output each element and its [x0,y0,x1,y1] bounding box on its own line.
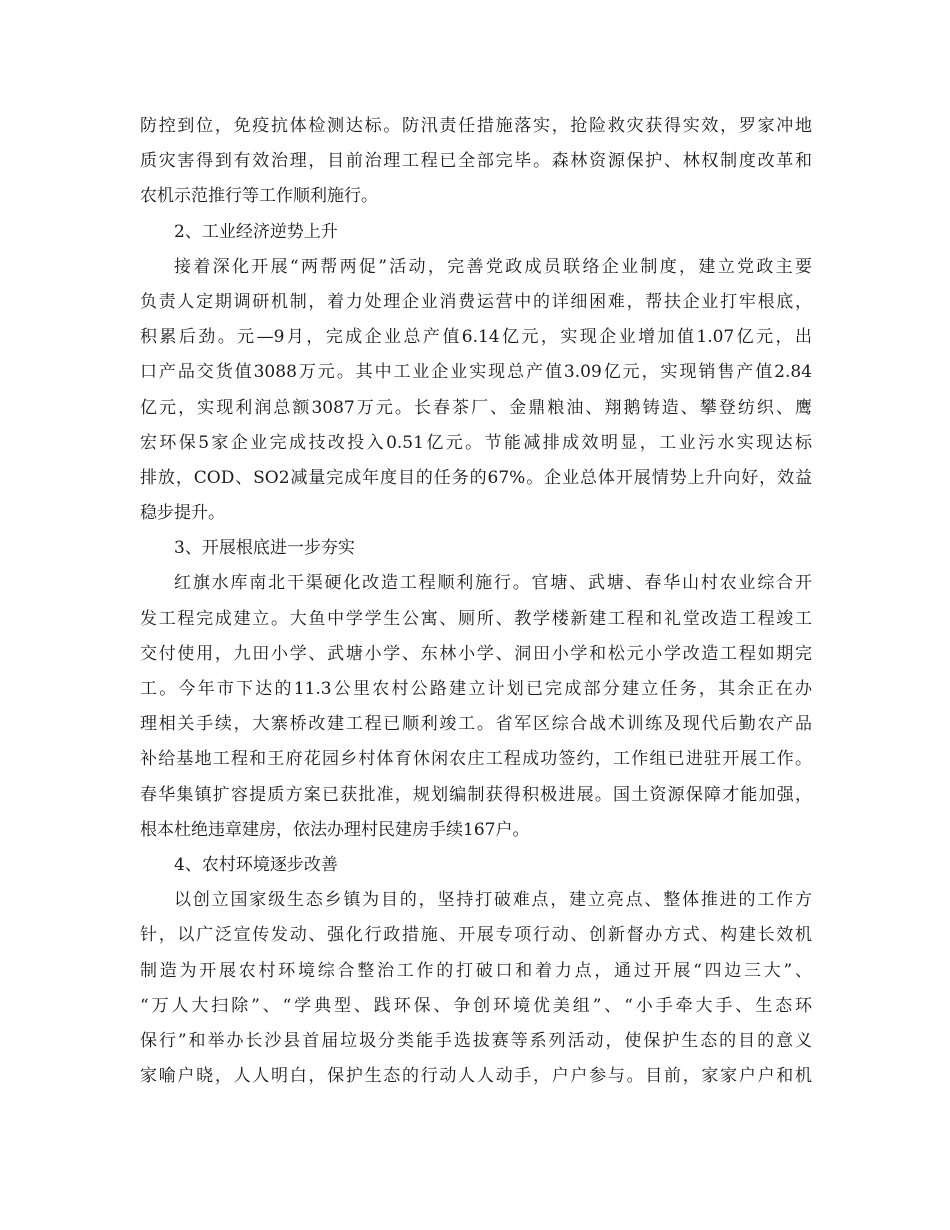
paragraph-line: 春华集镇扩容提质方案已获批准，规划编制获得积极进展。国土资源保障才能加强， [140,784,812,805]
paragraph-line: 积累后劲。元—9月，完成企业总产值6.14亿元，实现企业增加值1.07亿元，出 [140,327,812,348]
paragraph-line: 补给基地工程和王府花园乡村体育休闲农庄工程成功签约，工作组已进驻开展工作。 [140,749,812,770]
paragraph-last-line: 农机示范推行等工作顺利施行。 [140,186,378,207]
paragraph-line: 制造为开展农村环境综合整治工作的打破口和着力点，通过开展“四边三大”、 [140,960,812,981]
paragraph-line: 家喻户晓，人人明白，保护生态的行动人人动手，户户参与。目前，家家户户和机 [140,1066,812,1087]
paragraph-line: 交付使用，九田小学、武塘小学、东林小学、洞田小学和松元小学改造工程如期完 [140,643,812,664]
paragraph-line: 针，以广泛宣传发动、强化行政措施、开展专项行动、创新督办方式、构建长效机 [140,925,812,946]
paragraph-line: 口产品交货值3088万元。其中工业企业实现总产值3.09亿元，实现销售产值2.84 [140,362,812,383]
paragraph-line: 保行”和举办长沙县首届垃圾分类能手选拔赛等系列活动，使保护生态的目的意义 [140,1030,812,1051]
section-heading: 3、开展根底进一步夯实 [174,538,355,559]
paragraph-line: 工。今年市下达的11.3公里农村公路建立计划已完成部分建立任务，其余正在办 [140,679,812,699]
document-body [140,109,812,1094]
paragraph-line: 理相关手续，大寨桥改建工程已顺利竣工。省军区综合战术训练及现代后勤农产品 [140,714,812,735]
paragraph-line: 亿元，实现利润总额3087万元。长春茶厂、金鼎粮油、翔鹅铸造、攀登纺织、鹰 [140,397,812,418]
paragraph-line: 发工程完成建立。大鱼中学学生公寓、厕所、教学楼新建工程和礼堂改造工程竣工 [140,608,812,629]
paragraph-line: “万人大扫除”、“学典型、践环保、争创环境优美组”、“小手牵大手、生态环 [140,995,813,1016]
paragraph-first-line: 接着深化开展“两帮两促”活动，完善党政成员联络企业制度，建立党政主要 [174,256,812,277]
paragraph-first-line: 以创立国家级生态乡镇为目的，坚持打破难点，建立亮点、整体推进的工作方 [174,890,812,911]
paragraph-line: 质灾害得到有效治理，目前治理工程已全部完毕。森林资源保护、林权制度改革和 [140,151,812,172]
paragraph-line: 负责人定期调研机制，着力处理企业消费运营中的详细困难，帮扶企业打牢根底， [140,291,812,312]
paragraph-line: 宏环保5家企业完成技改投入0.51亿元。节能减排成效明显，工业污水实现达标 [140,432,812,453]
paragraph-last-line: 根本杜绝违章建房，依法办理村民建房手续167户。 [140,819,530,840]
paragraph-line: 防控到位，免疫抗体检测达标。防汛责任措施落实，抢险救灾获得实效，罗家冲地 [140,116,812,136]
paragraph-line: 排放，COD、SO2减量完成年度目的任务的67%。企业总体开展情势上升向好，效益 [140,467,812,488]
section-heading: 4、农村环境逐步改善 [174,854,338,875]
section-heading: 2、工业经济逆势上升 [174,221,338,242]
paragraph-last-line: 稳步提升。 [140,503,225,524]
paragraph-first-line: 红旗水库南北干渠硬化改造工程顺利施行。官塘、武塘、春华山村农业综合开 [174,573,812,594]
